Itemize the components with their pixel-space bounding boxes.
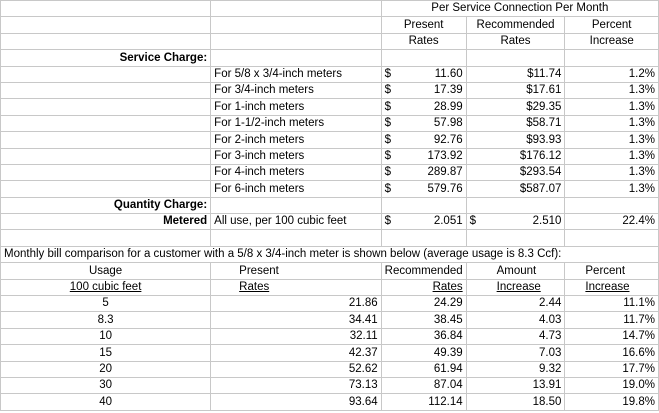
quantity-charge-row bbox=[1, 197, 659, 213]
comparison-row bbox=[1, 377, 659, 393]
cmp-present-header-2: Rates bbox=[239, 281, 270, 294]
usage-value: 20 bbox=[1, 361, 211, 377]
present-currency: $ bbox=[384, 84, 392, 97]
service-charge-row bbox=[1, 50, 659, 66]
metered-row bbox=[1, 214, 659, 230]
header-row-1 bbox=[1, 17, 659, 33]
service-charge-row-item bbox=[1, 181, 659, 197]
usage-value: 10 bbox=[1, 328, 211, 344]
meter-label: For 6-inch meters bbox=[211, 181, 381, 197]
percent-increase: 16.6% bbox=[565, 345, 659, 361]
amount-increase: 4.03 bbox=[466, 312, 565, 328]
usage-value: 40 bbox=[1, 394, 211, 410]
recommended-value: $587.07 bbox=[466, 181, 565, 197]
usage-value: 15 bbox=[1, 345, 211, 361]
metered-recommended-currency: $ bbox=[469, 215, 477, 228]
cmp-amount-header: Amount bbox=[466, 263, 565, 279]
blank-row bbox=[1, 230, 659, 246]
meter-label: For 2-inch meters bbox=[211, 132, 381, 148]
percent-increase: 19.0% bbox=[565, 377, 659, 393]
amount-increase: 13.91 bbox=[466, 377, 565, 393]
present-currency: $ bbox=[384, 67, 392, 80]
service-charge-row-item bbox=[1, 115, 659, 131]
present-value: 57.98 bbox=[433, 117, 463, 130]
present-currency: $ bbox=[384, 182, 392, 195]
present-currency: $ bbox=[384, 117, 392, 130]
comparison-row bbox=[1, 328, 659, 344]
present-bill: 32.11 bbox=[211, 328, 381, 344]
present-bill: 34.41 bbox=[211, 312, 381, 328]
recommended-value: $11.74 bbox=[466, 66, 565, 82]
recommended-bill: 61.94 bbox=[381, 361, 466, 377]
quantity-charge-label: Quantity Charge: bbox=[1, 197, 211, 213]
cmp-recommended-header-2: Rates bbox=[432, 281, 463, 294]
recommended-bill: 49.39 bbox=[381, 345, 466, 361]
service-charge-row-item bbox=[1, 66, 659, 82]
header-row-2 bbox=[1, 33, 659, 49]
usage-value: 8.3 bbox=[1, 312, 211, 328]
meter-label: For 5/8 x 3/4-inch meters bbox=[211, 66, 381, 82]
recommended-value: $176.12 bbox=[466, 148, 565, 164]
metered-description: All use, per 100 cubic feet bbox=[211, 214, 381, 230]
present-bill: 21.86 bbox=[211, 296, 381, 312]
amount-increase: 2.44 bbox=[466, 296, 565, 312]
comparison-row bbox=[1, 312, 659, 328]
percent-value: 1.3% bbox=[565, 82, 659, 98]
present-value: 579.76 bbox=[427, 182, 463, 195]
service-charge-rows bbox=[1, 66, 659, 197]
percent-increase: 11.1% bbox=[565, 296, 659, 312]
meter-label: For 3-inch meters bbox=[211, 148, 381, 164]
comparison-row bbox=[1, 296, 659, 312]
metered-present-cell bbox=[381, 214, 466, 230]
present-currency: $ bbox=[384, 100, 392, 113]
amount-increase: 9.32 bbox=[466, 361, 565, 377]
cmp-percent-header-2: Increase bbox=[585, 281, 630, 294]
usage-value: 5 bbox=[1, 296, 211, 312]
metered-recommended-value: 2.510 bbox=[532, 215, 562, 228]
percent-increase: 14.7% bbox=[565, 328, 659, 344]
recommended-bill: 24.29 bbox=[381, 296, 466, 312]
amount-increase: 4.73 bbox=[466, 328, 565, 344]
percent-value: 1.2% bbox=[565, 66, 659, 82]
service-charge-row-item bbox=[1, 99, 659, 115]
cmp-recommended-header: Recommended bbox=[381, 263, 466, 279]
recommended-value: $58.71 bbox=[466, 115, 565, 131]
recommended-value: $29.35 bbox=[466, 99, 565, 115]
present-bill: 93.64 bbox=[211, 394, 381, 410]
present-value: 289.87 bbox=[427, 166, 463, 179]
usage-header-2: 100 cubic feet bbox=[1, 279, 211, 295]
comparison-note-row bbox=[1, 246, 659, 262]
percent-increase: 17.7% bbox=[565, 361, 659, 377]
header-row-title bbox=[1, 1, 659, 17]
comparison-row bbox=[1, 394, 659, 410]
present-currency: $ bbox=[384, 166, 392, 179]
cmp-amount-header-2: Increase bbox=[496, 281, 541, 294]
usage-value: 30 bbox=[1, 377, 211, 393]
amount-increase: 18.50 bbox=[466, 394, 565, 410]
service-charge-row-item bbox=[1, 148, 659, 164]
percent-value: 1.3% bbox=[565, 181, 659, 197]
present-bill: 52.62 bbox=[211, 361, 381, 377]
recommended-bill: 38.45 bbox=[381, 312, 466, 328]
meter-label: For 3/4-inch meters bbox=[211, 82, 381, 98]
recommended-value: $93.93 bbox=[466, 132, 565, 148]
present-value: 11.60 bbox=[434, 67, 463, 80]
comparison-row bbox=[1, 361, 659, 377]
meter-label: For 4-inch meters bbox=[211, 164, 381, 180]
recommended-bill: 36.84 bbox=[381, 328, 466, 344]
percent-increase: 11.7% bbox=[565, 312, 659, 328]
amount-increase: 7.03 bbox=[466, 345, 565, 361]
percent-value: 1.3% bbox=[565, 99, 659, 115]
present-bill: 42.37 bbox=[211, 345, 381, 361]
meter-label: For 1-1/2-inch meters bbox=[211, 115, 381, 131]
present-value: 17.39 bbox=[433, 84, 463, 97]
comparison-rows bbox=[1, 296, 659, 411]
percent-value: 1.3% bbox=[565, 164, 659, 180]
present-currency: $ bbox=[384, 133, 392, 146]
metered-label: Metered bbox=[1, 214, 211, 230]
recommended-value: $17.61 bbox=[466, 82, 565, 98]
comparison-note: Monthly bill comparison for a customer with a 5/8 x 3/4-inch meter is shown below (average usage is 8.3 Ccf): bbox=[1, 246, 659, 262]
present-value: 173.92 bbox=[427, 149, 463, 162]
comparison-header-row-1 bbox=[1, 263, 659, 279]
percent-value: 1.3% bbox=[565, 115, 659, 131]
metered-recommended-cell bbox=[466, 214, 565, 230]
meter-label: For 1-inch meters bbox=[211, 99, 381, 115]
recommended-value: $293.54 bbox=[466, 164, 565, 180]
comparison-row bbox=[1, 345, 659, 361]
percent-header: Percent bbox=[565, 17, 659, 33]
percent-value: 1.3% bbox=[565, 132, 659, 148]
present-header-2: Rates bbox=[381, 33, 466, 49]
percent-value: 1.3% bbox=[565, 148, 659, 164]
metered-present-value: 2.051 bbox=[433, 215, 463, 228]
usage-header: Usage bbox=[1, 263, 211, 279]
comparison-header-row-2 bbox=[1, 279, 659, 295]
service-charge-label: Service Charge: bbox=[1, 50, 211, 66]
service-charge-row-item bbox=[1, 164, 659, 180]
present-value: 92.76 bbox=[433, 133, 463, 146]
present-header: Present bbox=[381, 17, 466, 33]
recommended-bill: 87.04 bbox=[381, 377, 466, 393]
metered-present-currency: $ bbox=[384, 215, 392, 228]
metered-percent: 22.4% bbox=[565, 214, 659, 230]
service-charge-row-item bbox=[1, 132, 659, 148]
recommended-header-2: Rates bbox=[466, 33, 565, 49]
cmp-percent-header: Percent bbox=[565, 263, 659, 279]
recommended-header: Recommended bbox=[466, 17, 565, 33]
percent-header-2: Increase bbox=[565, 33, 659, 49]
per-service-title: Per Service Connection Per Month bbox=[381, 1, 658, 17]
percent-increase: 19.8% bbox=[565, 394, 659, 410]
present-value: 28.99 bbox=[433, 100, 463, 113]
present-currency: $ bbox=[384, 149, 392, 162]
cmp-present-header: Present bbox=[211, 263, 381, 279]
recommended-bill: 112.14 bbox=[381, 394, 466, 410]
present-bill: 73.13 bbox=[211, 377, 381, 393]
service-charge-row-item bbox=[1, 82, 659, 98]
